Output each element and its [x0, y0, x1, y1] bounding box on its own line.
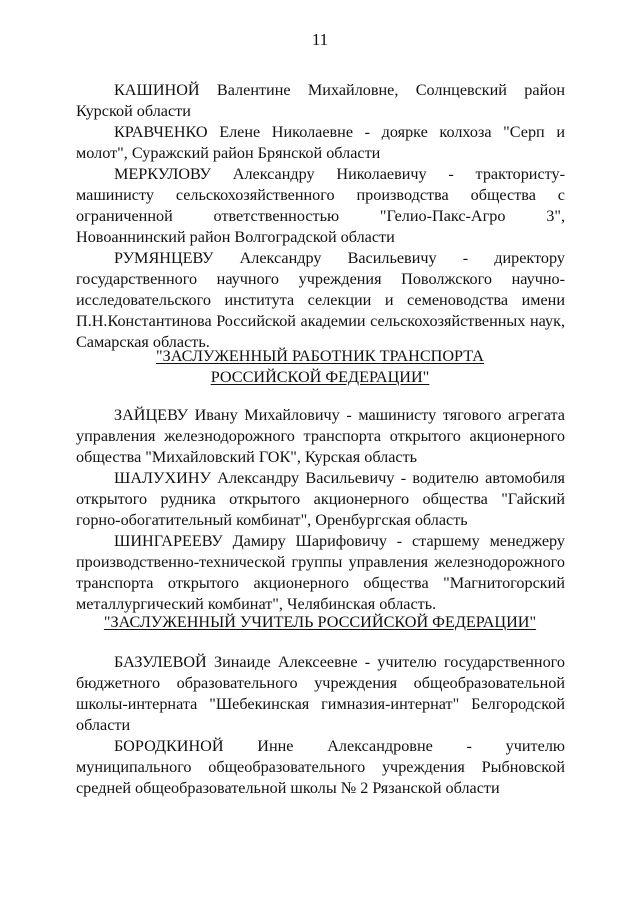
heading-transport: [60, 346, 580, 388]
award-entry: МЕРКУЛОВУ Александру Николаевичу - трактористу-машинисту сельскохозяйственного производства общества с ограниченной ответственностью "Гелио-Пакс-Агро 3", Новоаннинский район Волгоградской области: [76, 165, 565, 246]
awards-list-section-2: [76, 405, 565, 615]
page-number: 11: [311, 30, 329, 49]
award-entry: ШИНГАРЕЕВУ Дамиру Шарифовичу - старшему менеджеру производственно-технической группы управления железнодорожного транспорта открытого акционерного общества "Магнитогорский металлургический комбинат", Челябинская область.: [76, 532, 565, 613]
heading-transport-line-1: "ЗАСЛУЖЕННЫЙ РАБОТНИК ТРАНСПОРТА: [155, 347, 484, 365]
awards-list-section-1: [76, 80, 565, 353]
award-entry: ЗАЙЦЕВУ Ивану Михайловичу - машинисту тягового агрегата управления железнодорожного транспорта открытого акционерного общества "Михайловский ГОК", Курская область: [76, 406, 565, 466]
award-entry: ШАЛУХИНУ Александру Васильевичу - водителю автомобиля открытого рудника открытого акционерного общества "Гайский горно-обогатительный комбинат", Оренбургская область: [76, 469, 565, 529]
awards-list-section-3: [76, 652, 565, 799]
heading-transport-line-2: РОССИЙСКОЙ ФЕДЕРАЦИИ": [210, 368, 430, 386]
award-entry: БАЗУЛЕВОЙ Зинаиде Алексеевне - учителю государственного бюджетного образовательного учреждения общеобразовательной школы-интерната "Шебекинская гимназия-интернат" Белгородской области: [76, 653, 565, 734]
award-entry: КРАВЧЕНКО Елене Николаевне - доярке колхоза "Серп и молот", Суражский район Брянской области: [76, 123, 565, 162]
award-entry: РУМЯНЦЕВУ Александру Васильевичу - директору государственного научного учреждения Поволжского научно-исследовательского института селекции и семеноводства имени П.Н.Константинова Российской академии сельскохозяйственных наук, Самарская область.: [76, 249, 565, 351]
award-entry: КАШИНОЙ Валентине Михайловне, Солнцевский район Курской области: [76, 81, 565, 120]
award-entry: БОРОДКИНОЙ Инне Александровне - учителю муниципального общеобразовательного учреждения Рыбновской средней общеобразовательной школы № 2 Рязанской области: [76, 737, 565, 797]
heading-teacher: [60, 612, 580, 633]
heading-teacher-line-1: "ЗАСЛУЖЕННЫЙ УЧИТЕЛЬ РОССИЙСКОЙ ФЕДЕРАЦИИ": [103, 613, 537, 631]
